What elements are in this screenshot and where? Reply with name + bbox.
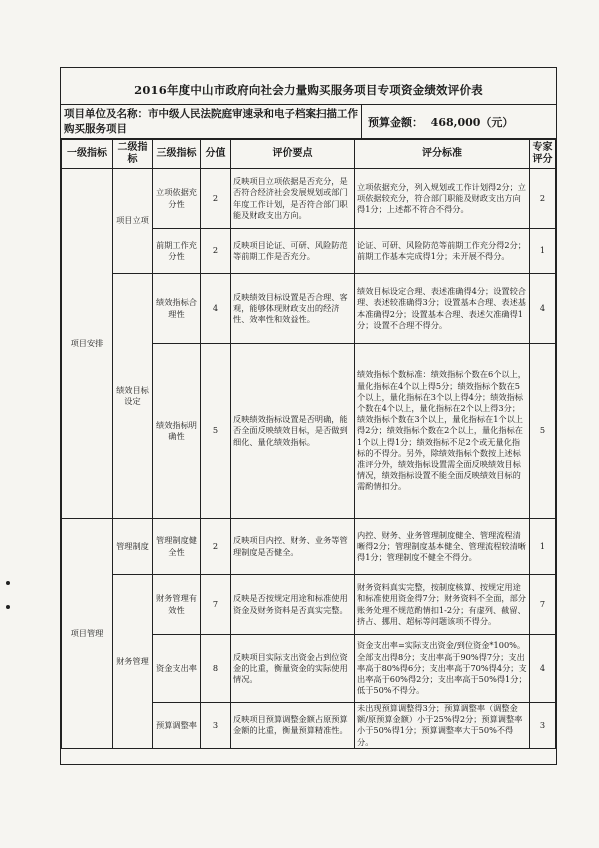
header-level3: 三级指标 bbox=[153, 139, 201, 169]
indicator-table bbox=[61, 138, 556, 749]
score-cell: 3 bbox=[201, 703, 231, 749]
score-cell: 2 bbox=[201, 229, 231, 274]
binding-hole-mark bbox=[6, 605, 10, 609]
expert-score-cell: 1 bbox=[530, 229, 556, 274]
criteria-cell: 未出现预算调整得3分；预算调整率（调整金额/原预算金额）小于25%得2分；预算调整率小于50%得1分；预算调整率大于50%不得分。 bbox=[355, 703, 530, 749]
criteria-cell: 绩效指标个数标准：绩效指标个数在6个以上，量化指标在4个以上得5分；绩效指标个数在5个以上，量化指标在3个以上得4分；绩效指标个数在4个以上，量化指标在2个以上得3分；绩效指标个数在3个以上，量化指标在1个以上得2分；绩效指标个数在2个以上，量化指标在1个以上得1分；绩效指标不足2个或无量化指标的不得分。另外，除绩效指标个数按上述标准评分外，绩效指标设置需全面反映绩效目标情况，绩效指标设置不能全面反映绩效目标的需酌情扣分。 bbox=[355, 344, 530, 519]
expert-score-cell: 7 bbox=[530, 575, 556, 635]
key-points-cell: 反映项目立项依据是否充分，是否符合经济社会发展规划或部门年度工作计划，是否符合部门职能及财政支出方向。 bbox=[231, 169, 355, 229]
expert-score-cell: 1 bbox=[530, 519, 556, 575]
budget-value: 468,000（元） bbox=[430, 116, 514, 129]
key-points-cell: 反映项目预算调整金额占原预算金额的比重，衡量预算精准性。 bbox=[231, 703, 355, 749]
header-level2: 二级指标 bbox=[113, 139, 153, 169]
score-cell: 4 bbox=[201, 274, 231, 344]
expert-score-cell: 4 bbox=[530, 635, 556, 703]
level2-cell: 财务管理 bbox=[113, 575, 153, 749]
budget-label: 预算金额： bbox=[368, 116, 423, 129]
criteria-cell: 资金支出率=实际支出资金/到位资金*100%。全部支出得8分；支出率高于90%得7分；支出率高于80%得6分；支出率高于70%得4分；支出率高于60%得2分；支出率高于50%得1分；低于50%不得分。 bbox=[355, 635, 530, 703]
key-points-cell: 反映项目实际支出资金占到位资金的比重，衡量资金的实际使用情况。 bbox=[231, 635, 355, 703]
project-unit-value: 市中级人民法院庭审速录和电子档案扫描工作购买服务项目 bbox=[64, 108, 358, 135]
criteria-cell: 内控、财务、业务管理制度健全、管理流程清晰得2分；管理制度基本健全、管理流程较清晰得1分；管理制度不健全不得分。 bbox=[355, 519, 530, 575]
level3-cell: 前期工作充分性 bbox=[153, 229, 201, 274]
budget-amount bbox=[361, 105, 556, 139]
level3-cell: 绩效指标明确性 bbox=[153, 344, 201, 519]
header-criteria: 评分标准 bbox=[355, 139, 530, 169]
level3-cell: 预算调整率 bbox=[153, 703, 201, 749]
level2-cell: 管理制度 bbox=[113, 519, 153, 575]
expert-score-cell: 3 bbox=[530, 703, 556, 749]
criteria-cell: 绩效目标设定合理、表述准确得4分；设置较合理、表述较准确得3分；设置基本合理、表述基本准确得2分；设置基本合理、表述欠准确得1分；设置不合理不得分。 bbox=[355, 274, 530, 344]
score-cell: 8 bbox=[201, 635, 231, 703]
expert-score-cell: 5 bbox=[530, 344, 556, 519]
evaluation-form bbox=[60, 67, 557, 765]
criteria-cell: 立项依据充分，列入规划或工作计划得2分；立项依据较充分，符合部门职能及财政支出方向得1分；上述都不符合不得分。 bbox=[355, 169, 530, 229]
level3-cell: 立项依据充分性 bbox=[153, 169, 201, 229]
header-level1: 一级指标 bbox=[62, 139, 113, 169]
table-row bbox=[62, 169, 556, 229]
table-row bbox=[62, 274, 556, 344]
key-points-cell: 反映项目论证、可研、风险防范等前期工作是否充分。 bbox=[231, 229, 355, 274]
level2-cell: 项目立项 bbox=[113, 169, 153, 274]
header-key-points: 评价要点 bbox=[231, 139, 355, 169]
level3-cell: 绩效指标合理性 bbox=[153, 274, 201, 344]
level3-cell: 财务管理有效性 bbox=[153, 575, 201, 635]
score-cell: 2 bbox=[201, 519, 231, 575]
project-info-bar bbox=[61, 104, 556, 140]
level1-cell: 项目安排 bbox=[62, 169, 113, 519]
key-points-cell: 反映项目内控、财务、业务等管理制度是否健全。 bbox=[231, 519, 355, 575]
level2-cell: 绩效目标设定 bbox=[113, 274, 153, 519]
criteria-cell: 财务资料真实完整，按制度核算、按规定用途和标准使用资金得7分；财务资料不全面，部分账务处理不规范酌情扣1-2分；有虚列、截留、挤占、挪用、超标等问题该项不得分。 bbox=[355, 575, 530, 635]
criteria-cell: 论证、可研、风险防范等前期工作充分得2分；前期工作基本完成得1分；未开展不得分。 bbox=[355, 229, 530, 274]
header-score: 分值 bbox=[201, 139, 231, 169]
level3-cell: 资金支出率 bbox=[153, 635, 201, 703]
key-points-cell: 反映绩效目标设置是否合理、客观，能够体现财政支出的经济性、效率性和效益性。 bbox=[231, 274, 355, 344]
score-cell: 2 bbox=[201, 169, 231, 229]
expert-score-cell: 2 bbox=[530, 169, 556, 229]
binding-hole-mark bbox=[6, 581, 10, 585]
table-header-row bbox=[62, 139, 556, 169]
header-expert: 专家评分 bbox=[530, 139, 556, 169]
level3-cell: 管理制度健全性 bbox=[153, 519, 201, 575]
level1-cell: 项目管理 bbox=[62, 519, 113, 749]
key-points-cell: 反映绩效指标设置是否明确，能否全面反映绩效目标，是否做到细化、量化绩效指标。 bbox=[231, 344, 355, 519]
project-unit bbox=[64, 107, 359, 137]
form-title: 2016年度中山市政府向社会力量购买服务项目专项资金绩效评价表 bbox=[134, 83, 483, 97]
expert-score-cell: 4 bbox=[530, 274, 556, 344]
table-row bbox=[62, 575, 556, 635]
key-points-cell: 反映是否按规定用途和标准使用资金及财务资料是否真实完整。 bbox=[231, 575, 355, 635]
table-row bbox=[62, 519, 556, 575]
score-cell: 7 bbox=[201, 575, 231, 635]
project-unit-label: 项目单位及名称： bbox=[64, 108, 148, 120]
score-cell: 5 bbox=[201, 344, 231, 519]
